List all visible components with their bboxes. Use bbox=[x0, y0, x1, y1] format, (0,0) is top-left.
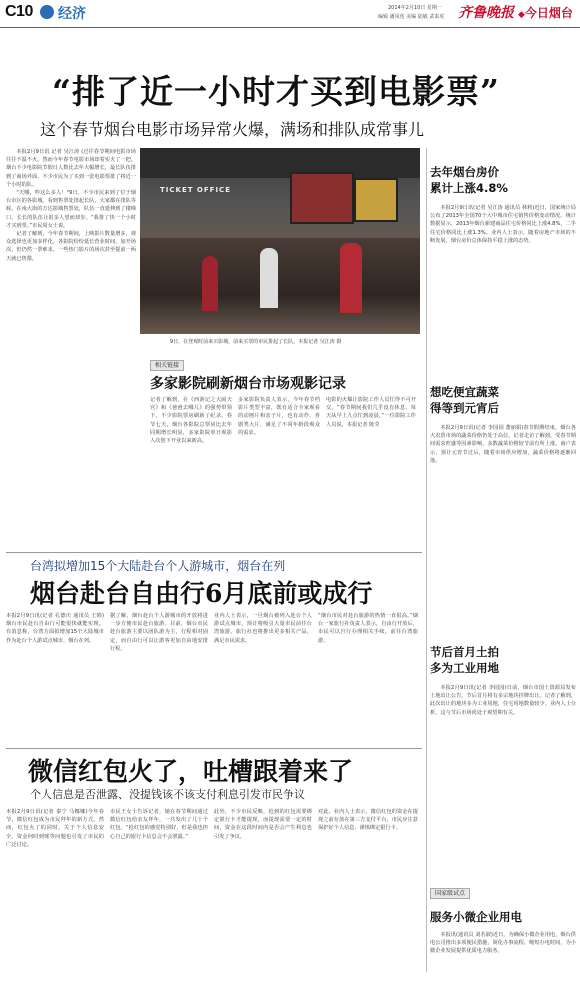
taiwan-headline: 烟台赴台自由行6月底前或成行 bbox=[30, 579, 373, 608]
wechat-top-rule bbox=[6, 748, 422, 749]
crowd-red-coat-2 bbox=[202, 256, 218, 311]
masthead-rule bbox=[0, 27, 580, 28]
lead-subheadline: 这个春节烟台电影市场异常火爆，满场和排队成常事儿 bbox=[40, 120, 425, 139]
editor-line: 编辑 潘凤莲 美编 陆敏 武泰虎 bbox=[378, 14, 445, 20]
side3-title-b: 多为工业用地 bbox=[430, 661, 499, 675]
side4-tag: 国家级试点 bbox=[430, 888, 470, 899]
related-tag-label: 相关链接 bbox=[150, 360, 184, 371]
taiwan-col2: 据了解，烟台赴台个人游城市的开放将进一步方便市民赴台旅游。目前，烟台市民赴台旅游主要以团队游为主，行程相对固定，而自由行可以让游客更加自由地安排行程。 bbox=[110, 613, 208, 652]
lead-body-col1 bbox=[6, 148, 136, 538]
side1-title-a: 去年烟台房价 bbox=[430, 165, 499, 179]
poster-board bbox=[290, 172, 354, 224]
related-col1: 记者了解到，在《西游记之大闹天宫》和《爸爸去哪儿》的强势带领下，不少影院票房刷新了纪录。春节七天，烟台各影院总票房比去年同期增长明显，多家影院单日观影人次创下开业以来新高。 bbox=[150, 397, 232, 445]
related-col2: 多家影院负责人表示，今年春节档影片类型丰富，既有适合全家观看的动画片和亲子片，也有动作、喜剧类大片，满足了不同年龄段观众的需求。 bbox=[238, 397, 320, 436]
side1-body: 本报2月9日讯(记者 吴江涛 通讯员 林莉)近日，国家统计局公布了2013年全国70个大中城市住宅销售价格变动情况。统计数据显示，2013年烟台新建商品住宅价格同比上涨4.8%，二手住宅价格同比上涨1.3%。业内人士表示，随着房地产市场的不断发展，烟台房价总体保持平稳上涨的态势。 bbox=[430, 205, 576, 244]
sub-logo bbox=[518, 4, 573, 21]
poster-board-2 bbox=[354, 178, 398, 222]
side-story-2 bbox=[430, 384, 576, 594]
side4-body: 本报讯(通讯员 刘若淑)近日，为确保小微企业用电，烟台供电公司推出多项便民措施，简化办事流程，缩短办电时间，为小微企业发展提供优质电力服务。 bbox=[430, 932, 576, 955]
taiwan-col3: 业内人士表示，一旦烟台被列入赴台个人游试点城市，预计将吸引大量市民前往台湾旅游。旅行社也将推出更多相关产品，满足市民需求。 bbox=[214, 613, 312, 644]
section-name: 经济 bbox=[58, 6, 86, 22]
side1-title-b: 累计上涨4.8% bbox=[430, 181, 508, 195]
wechat-col2: 市民王女士告诉记者，她在春节期间通过微信红包给亲友拜年，一共发出了几十个红包。“抢红包的感觉特别好，但是我也担心自己的银行卡信息会不会泄露。” bbox=[110, 809, 208, 840]
side2-title-a: 想吃便宜蔬菜 bbox=[430, 385, 499, 399]
taiwan-kicker: 台湾拟增加15个大陆赴台个人游城市，烟台在列 bbox=[30, 559, 286, 573]
taiwan-col4: “烟台市民对赴台旅游的热情一直很高。”烟台一家旅行社负责人表示，自由行开放后，市民可以自行办理相关手续，前往台湾旅游。 bbox=[318, 613, 418, 644]
lead-para-2: "天哪，咋这么多人！"9日，不少市民来到了位于烟台市区的各影城，看到售票处排起长队，大家都在排队等候。在南大街的万达影城售票处，队伍一直延伸到了楼梯口，长长的队伍让很多人望而却步。“我排了快一个小时才买到票。”市民周女士说。 bbox=[6, 190, 136, 229]
side4-title: 服务小微企业用电 bbox=[430, 910, 522, 924]
section-badge bbox=[40, 5, 54, 19]
side2-title-b: 得等到元宵后 bbox=[430, 401, 499, 415]
paper-logo: 齐鲁晚报 bbox=[458, 5, 514, 21]
lead-para-1: 本报2月9日讯 记者 吴江涛 (过往春节期间电影市场往往不温不火，然而今年春节电影市场却着实火了一把。烟台不少电影院节假日人数比去年大幅增长，最长队伍排到了商场外面，不少市民为了买到一张电影票排了将近一个小时的队。 bbox=[6, 149, 136, 188]
wechat-col4: 对此，业内人士表示，微信红包的资金在提现之前存放在第三方支付平台，市民应注意保护好个人信息，谨慎绑定银行卡。 bbox=[318, 809, 418, 832]
wechat-headline: 微信红包火了，吐槽跟着来了 bbox=[28, 757, 354, 786]
side-story-1 bbox=[430, 164, 576, 364]
lead-photo bbox=[140, 148, 420, 334]
photo-caption: 9日，在登观时前来买影城，前来买票的市民排起了长队。本报记者 吴江涛 摄 bbox=[170, 339, 342, 345]
side2-body: 本报2月9日讯(记者 李园园 董丽娟)春节假期结束，烟台各大农贸市场的蔬菜价格仍处于高位。记者走访了解到，受春节期间需求旺盛等因素影响，多数蔬菜价格较节前有所上涨。商户表示，预计元宵节过后，随着市场供应增加，蔬菜价格将逐渐回落。 bbox=[430, 425, 576, 464]
side3-title-a: 节后首月土拍 bbox=[430, 645, 499, 659]
side-story-4 bbox=[430, 880, 576, 981]
related-title: 多家影院刷新烟台市场观影记录 bbox=[150, 376, 346, 392]
wechat-col3: 此外，不少市民反映，抢到的红包需要绑定银行卡才能提现，而提现需要一定的时间，资金在这段时间内是否会产生利息也引发了争议。 bbox=[214, 809, 312, 840]
taiwan-top-rule bbox=[6, 552, 422, 553]
date-line: 2014年2月10日 星期一 bbox=[388, 5, 442, 11]
wechat-subheadline: 个人信息是否泄露、没提钱该不该支付利息引发市民争议 bbox=[30, 788, 305, 801]
related-tag bbox=[150, 352, 184, 371]
page-number: C10 bbox=[5, 3, 33, 20]
crowd-red-coat bbox=[340, 243, 362, 313]
taiwan-col1: 本报2月9日讯(记者 孔德庆 通讯员 王锦)烟台市民赴台自由行可能很快就能实现。有消息称，台湾方面拟增加15个大陆城市作为赴台个人游试点城市，烟台在列。 bbox=[6, 613, 104, 644]
lead-para-3: 记者了解到，今年春节期间，上映影片数量增多，观众选择也更加多样化。各影院纷纷延长营业时间，加开场次，但仍然一票难求。一些热门影片的场次甚至提前一两天就已售罄。 bbox=[6, 231, 136, 262]
cinema-ceiling bbox=[140, 148, 420, 178]
wechat-col1: 本报2月9日讯(记者 秦宁 马娜娜)今年春节，微信红包成为市民拜年的新方式。然而，红包火了的同时，关于个人信息安全、资金何时到账等问题也引发了市民的广泛讨论。 bbox=[6, 809, 104, 848]
related-col3: 电影的火爆让影院工作人员忙得不可开交。“春节期间我们几乎没有休息，每天从早上九点忙到凌晨。”一位影院工作人员说。本报记者 陈莹 bbox=[326, 397, 416, 428]
crowd bbox=[140, 238, 420, 334]
masthead bbox=[0, 0, 580, 28]
lead-headline: “排了近一小时才买到电影票” bbox=[52, 72, 500, 111]
side-story-3 bbox=[430, 644, 576, 849]
side3-body: 本报2月9日讯(记者 李园园)日前，烟台市国土资源局发布土地出让公告，节后首月将有多宗地块挂牌出让。记者了解到，此次出让的地块多为工业用地，住宅用地数量较少。业内人士分析，这与节后市场尚处于观望期有关。 bbox=[430, 685, 576, 716]
ticket-office-sign: TICKET OFFICE bbox=[160, 186, 231, 194]
crowd-white-coat bbox=[260, 248, 278, 308]
sub-logo-dot-icon: ◆ bbox=[518, 10, 525, 20]
sub-logo-text: 今日烟台 bbox=[524, 6, 573, 20]
sidebar-divider bbox=[426, 148, 427, 972]
